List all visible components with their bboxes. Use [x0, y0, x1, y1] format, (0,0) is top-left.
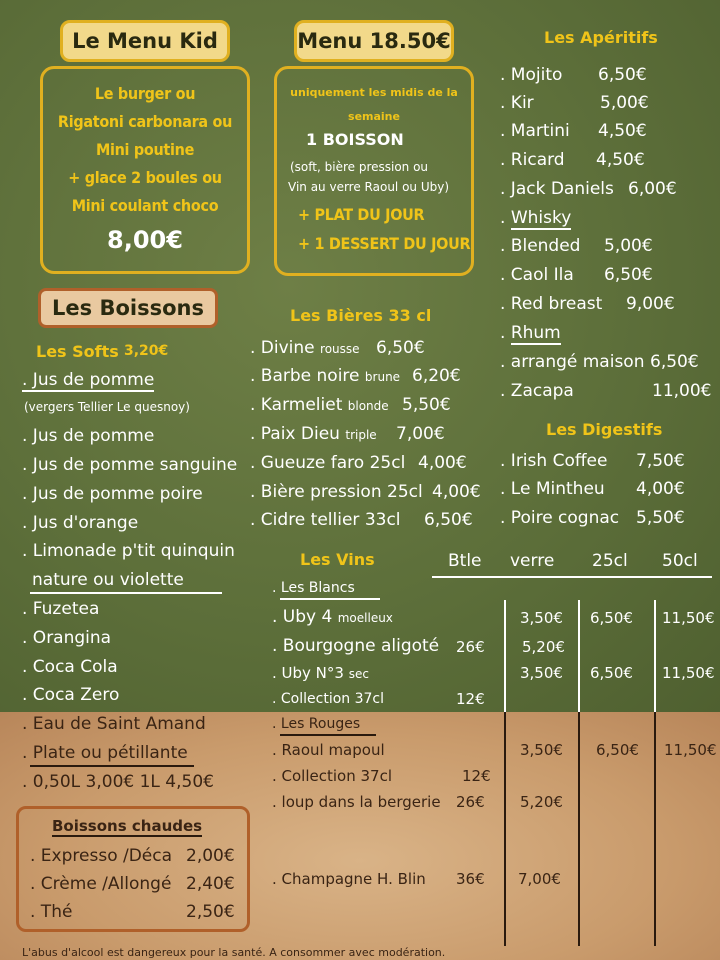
- softs-item: . Fuzetea: [22, 599, 100, 619]
- chaudes-price: 2,00€: [186, 846, 235, 866]
- whisky-name: . Blended: [500, 236, 581, 256]
- footer-disclaimer: L'abus d'alcool est dangereux pour la santé. A consommer avec modération.: [22, 946, 446, 959]
- whisky-title: . Whisky: [500, 208, 572, 228]
- vin-name: . Collection 37cl: [272, 691, 384, 707]
- vins-col-25cl: 25cl: [592, 551, 628, 571]
- digestif-price: 4,00€: [636, 479, 685, 499]
- softs-item: . Eau de Saint Amand: [22, 714, 206, 734]
- softs-price: 3,20€: [124, 343, 169, 359]
- chaudes-title: Boissons chaudes: [52, 817, 203, 835]
- vin-name: . Champagne H. Blin: [272, 870, 426, 888]
- menu-kid-price: 8,00€: [107, 226, 183, 254]
- vin-name: . Uby 4 moelleux: [272, 607, 393, 627]
- aperitif-price: 4,50€: [596, 150, 645, 170]
- rhum-price: 11,00€: [652, 381, 712, 401]
- biere-price: 5,50€: [402, 395, 451, 415]
- chaudes-price: 2,50€: [186, 902, 235, 922]
- vin-50cl: 11,50€: [662, 609, 715, 627]
- menu-kid-line: + glace 2 boules ou: [68, 168, 222, 187]
- menu-kid-line: Le burger ou: [94, 84, 196, 103]
- rhum-title: . Rhum: [500, 323, 561, 343]
- chaudes-item: . Thé: [30, 902, 73, 922]
- whisky-name: . Red breast: [500, 294, 603, 314]
- digestif-name: . Irish Coffee: [500, 451, 608, 471]
- whisky-name: . Caol Ila: [500, 265, 574, 285]
- aperitif-price: 6,50€: [598, 65, 647, 85]
- vins-col-btle: Btle: [448, 551, 482, 571]
- chaudes-price: 2,40€: [186, 874, 235, 894]
- vins-col-50cl: 50cl: [662, 551, 698, 571]
- aperitif-price: 6,00€: [628, 179, 677, 199]
- whisky-price: 9,00€: [626, 294, 675, 314]
- softs-item: . 0,50L 3,00€ 1L 4,50€: [22, 772, 214, 792]
- menu-jour-line: + 1 DESSERT DU JOUR: [298, 234, 471, 253]
- vin-25cl: 6,50€: [590, 609, 633, 627]
- softs-item: . Jus d'orange: [22, 513, 139, 533]
- vins-rouges-title: . Les Rouges: [272, 716, 361, 732]
- softs-item: . Jus de pomme sanguine: [22, 455, 238, 475]
- aperitifs-title: Les Apéritifs: [544, 28, 658, 47]
- softs-item: . Coca Zero: [22, 685, 120, 705]
- vins-separator: [578, 712, 580, 946]
- menu-kid-title: Le Menu Kid: [60, 20, 230, 62]
- rhum-name: . Zacapa: [500, 381, 574, 401]
- vin-name: . loup dans la bergerie: [272, 793, 441, 811]
- biere-name: . Bière pression 25cl: [250, 482, 423, 502]
- aperitif-price: 4,50€: [598, 121, 647, 141]
- vins-separator: [504, 600, 506, 712]
- aperitif-price: 5,00€: [600, 93, 649, 113]
- vin-25cl: 6,50€: [590, 664, 633, 682]
- vins-header-underline: [432, 576, 712, 578]
- vins-separator: [654, 712, 656, 946]
- menu-jour-line: + PLAT DU JOUR: [298, 205, 425, 224]
- chaudes-item: . Crème /Allongé: [30, 874, 172, 894]
- biere-price: 4,00€: [418, 453, 467, 473]
- biere-name: . Paix Dieu triple: [250, 424, 377, 444]
- softs-item: . Jus de pomme: [22, 370, 155, 390]
- vin-25cl: 6,50€: [596, 741, 639, 759]
- vin-verre: 3,50€: [520, 609, 563, 627]
- vins-blancs-title: . Les Blancs: [272, 580, 355, 596]
- vin-name: . Bourgogne aligoté: [272, 636, 440, 656]
- vin-btle: 26€: [456, 793, 485, 811]
- vin-verre: 3,50€: [520, 664, 563, 682]
- vin-btle: 26€: [456, 638, 485, 656]
- menu-jour-line: 1 BOISSON: [306, 130, 404, 149]
- vins-separator: [578, 600, 580, 712]
- digestif-name: . Le Mintheu: [500, 479, 605, 499]
- biere-name: . Gueuze faro 25cl: [250, 453, 406, 473]
- vin-50cl: 11,50€: [664, 741, 717, 759]
- vin-verre: 5,20€: [522, 638, 565, 656]
- boissons-title: Les Boissons: [38, 288, 218, 328]
- biere-price: 6,20€: [412, 366, 461, 386]
- vins-separator: [654, 600, 656, 712]
- menu-kid-line: Rigatoni carbonara ou: [57, 112, 233, 131]
- aperitif-name: . Martini: [500, 121, 570, 141]
- vin-name: . Raoul mapoul: [272, 741, 385, 759]
- aperitif-name: . Kir: [500, 93, 534, 113]
- biere-name: . Divine rousse: [250, 338, 360, 358]
- biere-price: 7,00€: [396, 424, 445, 444]
- vin-50cl: 11,50€: [662, 664, 715, 682]
- menu-jour-line: semaine: [348, 110, 400, 123]
- menu-jour-title: Menu 18.50€: [294, 20, 454, 62]
- rhum-name: . arrangé maison: [500, 352, 645, 372]
- vins-separator: [504, 712, 506, 946]
- vins-rouges-underline: [280, 734, 376, 736]
- vin-btle: 12€: [456, 690, 485, 708]
- biere-name: . Barbe noire brune: [250, 366, 401, 386]
- chaudes-item: . Expresso /Déca: [30, 846, 173, 866]
- digestifs-title: Les Digestifs: [546, 420, 663, 439]
- vin-verre: 3,50€: [520, 741, 563, 759]
- aperitif-name: . Mojito: [500, 65, 563, 85]
- softs-item: . Limonade p'tit quinquin: [22, 541, 235, 561]
- vin-name: . Collection 37cl: [272, 767, 392, 785]
- menu-jour-line: Vin au verre Raoul ou Uby): [288, 180, 450, 194]
- menu-kid-line: Mini poutine: [95, 140, 195, 159]
- digestif-name: . Poire cognac: [500, 508, 620, 528]
- softs-item: . Jus de pomme poire: [22, 484, 203, 504]
- menu-jour-line: (soft, bière pression ou: [290, 160, 429, 174]
- digestif-price: 7,50€: [636, 451, 685, 471]
- biere-price: 6,50€: [376, 338, 425, 358]
- softs-item: . Plate ou pétillante: [22, 743, 188, 763]
- vin-btle: 36€: [456, 870, 485, 888]
- vin-verre: 5,20€: [520, 793, 563, 811]
- softs-item: . Coca Cola: [22, 657, 118, 677]
- softs-underline: [30, 592, 222, 594]
- vin-verre: 7,00€: [518, 870, 561, 888]
- vins-title: Les Vins: [300, 550, 375, 569]
- biere-name: . Cidre tellier 33cl: [250, 510, 401, 530]
- softs-title: Les Softs: [36, 342, 119, 361]
- rhum-price: 6,50€: [650, 352, 699, 372]
- biere-name: . Karmeliet blonde: [250, 395, 389, 415]
- vins-col-verre: verre: [510, 551, 555, 571]
- softs-item-note: (vergers Tellier Le quesnoy): [24, 400, 190, 414]
- menu-kid-line: Mini coulant choco: [71, 196, 219, 215]
- menu-jour-line: uniquement les midis de la: [290, 86, 458, 99]
- softs-underline: [30, 765, 194, 767]
- whisky-price: 6,50€: [604, 265, 653, 285]
- digestif-price: 5,50€: [636, 508, 685, 528]
- biere-price: 6,50€: [424, 510, 473, 530]
- vin-name: . Uby N°3 sec: [272, 664, 369, 682]
- vins-blancs-underline: [280, 598, 380, 600]
- bieres-title: Les Bières 33 cl: [290, 306, 432, 325]
- softs-item: nature ou violette: [32, 570, 184, 590]
- biere-price: 4,00€: [432, 482, 481, 502]
- softs-item: . Orangina: [22, 628, 112, 648]
- whisky-price: 5,00€: [604, 236, 653, 256]
- aperitif-name: . Jack Daniels: [500, 179, 614, 199]
- softs-item: . Jus de pomme: [22, 426, 155, 446]
- aperitif-name: . Ricard: [500, 150, 565, 170]
- vin-btle: 12€: [462, 767, 491, 785]
